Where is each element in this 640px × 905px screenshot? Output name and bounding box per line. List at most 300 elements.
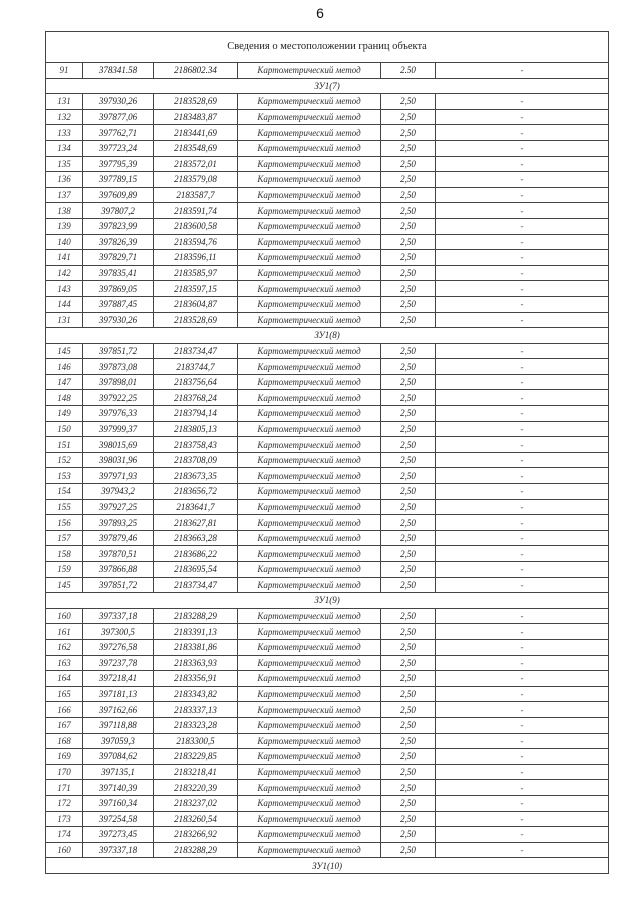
- coord-y-cell: 2183768,24: [154, 390, 238, 406]
- note-cell: -: [436, 468, 609, 484]
- coord-y-cell: 2183756,64: [154, 374, 238, 390]
- table-row: [46, 671, 609, 687]
- table-row: [46, 250, 609, 266]
- table-row: [46, 203, 609, 219]
- section-title: ЗУ1(8): [46, 328, 609, 344]
- accuracy-cell: 2,50: [381, 764, 436, 780]
- method-cell: Картометрический метод: [238, 639, 381, 655]
- method-cell: Картометрический метод: [238, 717, 381, 733]
- table-title: Сведения о местоположении границ объекта: [46, 32, 609, 63]
- accuracy-cell: 2,50: [381, 733, 436, 749]
- coord-y-cell: 2183528,69: [154, 94, 238, 110]
- coord-y-cell: 2183597,15: [154, 281, 238, 297]
- coord-x-cell: 397181,13: [83, 686, 154, 702]
- accuracy-cell: 2,50: [381, 515, 436, 531]
- table-row: [46, 780, 609, 796]
- accuracy-cell: 2,50: [381, 94, 436, 110]
- coord-y-cell: 2183441,69: [154, 125, 238, 141]
- table-row: [46, 265, 609, 281]
- coord-y-cell: 2183794,14: [154, 406, 238, 422]
- table-row: [46, 125, 609, 141]
- accuracy-cell: 2,50: [381, 717, 436, 733]
- table-row: [46, 234, 609, 250]
- point-number-cell: 151: [46, 437, 83, 453]
- method-cell: Картометрический метод: [238, 530, 381, 546]
- point-number-cell: 145: [46, 343, 83, 359]
- note-cell: -: [436, 546, 609, 562]
- note-cell: -: [436, 234, 609, 250]
- table-row: [46, 109, 609, 125]
- point-number-cell: 162: [46, 639, 83, 655]
- note-cell: -: [436, 125, 609, 141]
- coord-y-cell: 2183572,01: [154, 156, 238, 172]
- note-cell: -: [436, 795, 609, 811]
- accuracy-cell: 2,50: [381, 499, 436, 515]
- point-number-cell: 167: [46, 717, 83, 733]
- method-cell: Картометрический метод: [238, 343, 381, 359]
- point-number-cell: 91: [46, 63, 83, 79]
- method-cell: Картометрический метод: [238, 515, 381, 531]
- coord-y-cell: 2183686,22: [154, 546, 238, 562]
- table-row: [46, 187, 609, 203]
- table-row: [46, 172, 609, 188]
- section-header-row: [46, 858, 609, 874]
- coord-x-cell: 397866,88: [83, 562, 154, 578]
- point-number-cell: 138: [46, 203, 83, 219]
- accuracy-cell: 2,50: [381, 577, 436, 593]
- accuracy-cell: 2,50: [381, 842, 436, 858]
- method-cell: Картометрический метод: [238, 312, 381, 328]
- point-number-cell: 131: [46, 312, 83, 328]
- point-number-cell: 141: [46, 250, 83, 266]
- point-number-cell: 164: [46, 671, 83, 687]
- coord-y-cell: 2183744,7: [154, 359, 238, 375]
- coord-y-cell: 2183237,02: [154, 795, 238, 811]
- point-number-cell: 156: [46, 515, 83, 531]
- point-number-cell: 146: [46, 359, 83, 375]
- accuracy-cell: 2,50: [381, 218, 436, 234]
- coord-y-cell: 2183579,08: [154, 172, 238, 188]
- table-row: [46, 811, 609, 827]
- point-number-cell: 165: [46, 686, 83, 702]
- table-row: [46, 94, 609, 110]
- table-row: [46, 562, 609, 578]
- accuracy-cell: 2,50: [381, 686, 436, 702]
- coord-y-cell: 2183288,29: [154, 608, 238, 624]
- note-cell: -: [436, 827, 609, 843]
- note-cell: -: [436, 452, 609, 468]
- coord-y-cell: 2183229,85: [154, 749, 238, 765]
- note-cell: -: [436, 702, 609, 718]
- table-row: [46, 374, 609, 390]
- coord-y-cell: 2183663,28: [154, 530, 238, 546]
- table-row: [46, 406, 609, 422]
- point-number-cell: 154: [46, 484, 83, 500]
- point-number-cell: 131: [46, 94, 83, 110]
- note-cell: -: [436, 655, 609, 671]
- coord-x-cell: 397140,39: [83, 780, 154, 796]
- table-row: [46, 717, 609, 733]
- accuracy-cell: 2,50: [381, 109, 436, 125]
- method-cell: Картометрический метод: [238, 250, 381, 266]
- note-cell: -: [436, 156, 609, 172]
- table-row: [46, 749, 609, 765]
- coord-y-cell: 2183220,39: [154, 780, 238, 796]
- note-cell: -: [436, 109, 609, 125]
- table-row: [46, 390, 609, 406]
- note-cell: -: [436, 140, 609, 156]
- method-cell: Картометрический метод: [238, 63, 381, 79]
- note-cell: -: [436, 374, 609, 390]
- method-cell: Картометрический метод: [238, 281, 381, 297]
- note-cell: -: [436, 530, 609, 546]
- table-row: [46, 733, 609, 749]
- point-number-cell: 136: [46, 172, 83, 188]
- method-cell: Картометрический метод: [238, 608, 381, 624]
- point-number-cell: 157: [46, 530, 83, 546]
- method-cell: Картометрический метод: [238, 546, 381, 562]
- coord-y-cell: 2183673,35: [154, 468, 238, 484]
- accuracy-cell: 2,50: [381, 811, 436, 827]
- method-cell: Картометрический метод: [238, 577, 381, 593]
- note-cell: -: [436, 639, 609, 655]
- accuracy-cell: 2,50: [381, 312, 436, 328]
- point-number-cell: 147: [46, 374, 83, 390]
- table-body: [46, 32, 609, 874]
- section-title: ЗУ1(10): [46, 858, 609, 874]
- table-row: [46, 218, 609, 234]
- point-number-cell: 137: [46, 187, 83, 203]
- point-number-cell: 160: [46, 842, 83, 858]
- note-cell: -: [436, 764, 609, 780]
- coord-x-cell: 397160,34: [83, 795, 154, 811]
- note-cell: -: [436, 484, 609, 500]
- coord-y-cell: 2183363,93: [154, 655, 238, 671]
- coord-y-cell: 2183260,54: [154, 811, 238, 827]
- table-row: [46, 795, 609, 811]
- coord-x-cell: 397927,25: [83, 499, 154, 515]
- accuracy-cell: 2,50: [381, 795, 436, 811]
- table-row: [46, 764, 609, 780]
- coord-x-cell: 397869,05: [83, 281, 154, 297]
- accuracy-cell: 2,50: [381, 827, 436, 843]
- table-row: [46, 546, 609, 562]
- accuracy-cell: 2,50: [381, 203, 436, 219]
- note-cell: -: [436, 421, 609, 437]
- method-cell: Картометрический метод: [238, 780, 381, 796]
- point-number-cell: 158: [46, 546, 83, 562]
- note-cell: -: [436, 172, 609, 188]
- accuracy-cell: 2,50: [381, 374, 436, 390]
- section-title: ЗУ1(7): [46, 78, 609, 94]
- coord-y-cell: 2183708,09: [154, 452, 238, 468]
- coord-x-cell: 397930,26: [83, 312, 154, 328]
- table-row: [46, 484, 609, 500]
- note-cell: -: [436, 671, 609, 687]
- point-number-cell: 135: [46, 156, 83, 172]
- coord-x-cell: 397300,5: [83, 624, 154, 640]
- note-cell: -: [436, 811, 609, 827]
- accuracy-cell: 2,50: [381, 546, 436, 562]
- table-row: [46, 624, 609, 640]
- note-cell: -: [436, 203, 609, 219]
- method-cell: Картометрический метод: [238, 172, 381, 188]
- table-row: [46, 686, 609, 702]
- note-cell: -: [436, 265, 609, 281]
- point-number-cell: 134: [46, 140, 83, 156]
- coord-x-cell: 397218,41: [83, 671, 154, 687]
- coord-y-cell: 2183528,69: [154, 312, 238, 328]
- coord-y-cell: 2183337,13: [154, 702, 238, 718]
- coord-x-cell: 397135,1: [83, 764, 154, 780]
- table-row: [46, 296, 609, 312]
- table-row: [46, 312, 609, 328]
- point-number-cell: 171: [46, 780, 83, 796]
- boundary-coordinates-table: [45, 31, 609, 874]
- coord-x-cell: 397723,24: [83, 140, 154, 156]
- table-row: [46, 359, 609, 375]
- note-cell: -: [436, 749, 609, 765]
- coord-x-cell: 397943,2: [83, 484, 154, 500]
- coord-y-cell: 2183594,76: [154, 234, 238, 250]
- coord-y-cell: 2183591,74: [154, 203, 238, 219]
- note-cell: -: [436, 842, 609, 858]
- note-cell: -: [436, 780, 609, 796]
- accuracy-cell: 2,50: [381, 702, 436, 718]
- accuracy-cell: 2,50: [381, 172, 436, 188]
- method-cell: Картометрический метод: [238, 468, 381, 484]
- coord-y-cell: 2183805,13: [154, 421, 238, 437]
- table-row: [46, 281, 609, 297]
- section-header-row: [46, 593, 609, 609]
- coord-x-cell: 397877,06: [83, 109, 154, 125]
- table-row: [46, 468, 609, 484]
- table-row: [46, 499, 609, 515]
- note-cell: -: [436, 281, 609, 297]
- accuracy-cell: 2,50: [381, 421, 436, 437]
- point-number-cell: 140: [46, 234, 83, 250]
- coord-y-cell: 2183734,47: [154, 343, 238, 359]
- coord-y-cell: 2183343,82: [154, 686, 238, 702]
- coord-y-cell: 2183734,47: [154, 577, 238, 593]
- point-number-cell: 132: [46, 109, 83, 125]
- coord-y-cell: 2183356,91: [154, 671, 238, 687]
- note-cell: -: [436, 63, 609, 79]
- accuracy-cell: 2,50: [381, 530, 436, 546]
- method-cell: Картометрический метод: [238, 671, 381, 687]
- method-cell: Картометрический метод: [238, 562, 381, 578]
- coord-y-cell: 2183641,7: [154, 499, 238, 515]
- coord-x-cell: 397922,25: [83, 390, 154, 406]
- coord-y-cell: 2183596,11: [154, 250, 238, 266]
- coord-x-cell: 397887,45: [83, 296, 154, 312]
- section-header-row: [46, 78, 609, 94]
- coord-x-cell: 397162,66: [83, 702, 154, 718]
- table-row: [46, 140, 609, 156]
- point-number-cell: 159: [46, 562, 83, 578]
- table-row: [46, 437, 609, 453]
- method-cell: Картометрический метод: [238, 842, 381, 858]
- accuracy-cell: 2,50: [381, 359, 436, 375]
- coord-x-cell: 397879,46: [83, 530, 154, 546]
- accuracy-cell: 2,50: [381, 671, 436, 687]
- coord-x-cell: 397835,41: [83, 265, 154, 281]
- coord-y-cell: 2183266,92: [154, 827, 238, 843]
- note-cell: -: [436, 390, 609, 406]
- note-cell: -: [436, 686, 609, 702]
- point-number-cell: 149: [46, 406, 83, 422]
- accuracy-cell: 2,50: [381, 562, 436, 578]
- table-row: [46, 515, 609, 531]
- note-cell: -: [436, 608, 609, 624]
- method-cell: Картометрический метод: [238, 156, 381, 172]
- table-row: [46, 577, 609, 593]
- coord-y-cell: 2183600,58: [154, 218, 238, 234]
- table-row: [46, 827, 609, 843]
- coord-y-cell: 2183323,28: [154, 717, 238, 733]
- note-cell: -: [436, 499, 609, 515]
- accuracy-cell: 2,50: [381, 343, 436, 359]
- coord-x-cell: 397898,01: [83, 374, 154, 390]
- accuracy-cell: 2,50: [381, 187, 436, 203]
- note-cell: -: [436, 343, 609, 359]
- accuracy-cell: 2,50: [381, 468, 436, 484]
- coord-x-cell: 397976,33: [83, 406, 154, 422]
- coord-y-cell: 2183587,7: [154, 187, 238, 203]
- method-cell: Картометрический метод: [238, 827, 381, 843]
- table-row: [46, 156, 609, 172]
- note-cell: -: [436, 577, 609, 593]
- coord-x-cell: 378341.58: [83, 63, 154, 79]
- coord-x-cell: 397893,25: [83, 515, 154, 531]
- note-cell: -: [436, 218, 609, 234]
- method-cell: Картометрический метод: [238, 421, 381, 437]
- table-row: [46, 608, 609, 624]
- accuracy-cell: 2,50: [381, 639, 436, 655]
- accuracy-cell: 2,50: [381, 484, 436, 500]
- coord-x-cell: 397059,3: [83, 733, 154, 749]
- point-number-cell: 152: [46, 452, 83, 468]
- method-cell: Картометрический метод: [238, 452, 381, 468]
- point-number-cell: 161: [46, 624, 83, 640]
- table-row: [46, 639, 609, 655]
- method-cell: Картометрический метод: [238, 203, 381, 219]
- note-cell: -: [436, 187, 609, 203]
- table-row: [46, 655, 609, 671]
- coord-y-cell: 2183288,29: [154, 842, 238, 858]
- coord-x-cell: 397823,99: [83, 218, 154, 234]
- method-cell: Картометрический метод: [238, 140, 381, 156]
- point-number-cell: 155: [46, 499, 83, 515]
- coord-y-cell: 2183391,13: [154, 624, 238, 640]
- point-number-cell: 153: [46, 468, 83, 484]
- method-cell: Картометрический метод: [238, 811, 381, 827]
- method-cell: Картометрический метод: [238, 655, 381, 671]
- coord-y-cell: 2183585,97: [154, 265, 238, 281]
- accuracy-cell: 2,50: [381, 140, 436, 156]
- coord-x-cell: 397930,26: [83, 94, 154, 110]
- method-cell: Картометрический метод: [238, 296, 381, 312]
- point-number-cell: 173: [46, 811, 83, 827]
- coord-x-cell: 397337,18: [83, 842, 154, 858]
- coord-x-cell: 397795,39: [83, 156, 154, 172]
- coord-x-cell: 397873,08: [83, 359, 154, 375]
- coord-y-cell: 2183548,69: [154, 140, 238, 156]
- coord-x-cell: 397870,51: [83, 546, 154, 562]
- coord-x-cell: 397762,71: [83, 125, 154, 141]
- method-cell: Картометрический метод: [238, 437, 381, 453]
- note-cell: -: [436, 562, 609, 578]
- accuracy-cell: 2,50: [381, 437, 436, 453]
- point-number-cell: 133: [46, 125, 83, 141]
- coord-y-cell: 2186802.34: [154, 63, 238, 79]
- note-cell: -: [436, 733, 609, 749]
- point-number-cell: 139: [46, 218, 83, 234]
- accuracy-cell: 2,50: [381, 281, 436, 297]
- page-number: 6: [316, 5, 324, 21]
- coord-y-cell: 2183381,86: [154, 639, 238, 655]
- method-cell: Картометрический метод: [238, 374, 381, 390]
- point-number-cell: 148: [46, 390, 83, 406]
- note-cell: -: [436, 717, 609, 733]
- method-cell: Картометрический метод: [238, 234, 381, 250]
- method-cell: Картометрический метод: [238, 749, 381, 765]
- method-cell: Картометрический метод: [238, 484, 381, 500]
- point-number-cell: 144: [46, 296, 83, 312]
- section-header-row: [46, 328, 609, 344]
- table-row: [46, 343, 609, 359]
- point-number-cell: 163: [46, 655, 83, 671]
- table-row: [46, 530, 609, 546]
- note-cell: -: [436, 312, 609, 328]
- accuracy-cell: 2,50: [381, 655, 436, 671]
- section-title: ЗУ1(9): [46, 593, 609, 609]
- point-number-cell: 145: [46, 577, 83, 593]
- method-cell: Картометрический метод: [238, 265, 381, 281]
- accuracy-cell: 2,50: [381, 296, 436, 312]
- method-cell: Картометрический метод: [238, 218, 381, 234]
- coord-y-cell: 2183695,54: [154, 562, 238, 578]
- point-number-cell: 143: [46, 281, 83, 297]
- point-number-cell: 150: [46, 421, 83, 437]
- method-cell: Картометрический метод: [238, 499, 381, 515]
- method-cell: Картометрический метод: [238, 359, 381, 375]
- method-cell: Картометрический метод: [238, 764, 381, 780]
- point-number-cell: 170: [46, 764, 83, 780]
- coord-y-cell: 2183604,87: [154, 296, 238, 312]
- table-row: [46, 452, 609, 468]
- coord-y-cell: 2183627,81: [154, 515, 238, 531]
- coord-x-cell: 397337,18: [83, 608, 154, 624]
- accuracy-cell: 2,50: [381, 234, 436, 250]
- coord-x-cell: 397971,93: [83, 468, 154, 484]
- note-cell: -: [436, 359, 609, 375]
- table-row: [46, 63, 609, 79]
- point-number-cell: 168: [46, 733, 83, 749]
- coord-x-cell: 398031,96: [83, 452, 154, 468]
- accuracy-cell: 2,50: [381, 780, 436, 796]
- point-number-cell: 142: [46, 265, 83, 281]
- method-cell: Картометрический метод: [238, 733, 381, 749]
- accuracy-cell: 2,50: [381, 250, 436, 266]
- coord-x-cell: 397273,45: [83, 827, 154, 843]
- accuracy-cell: 2,50: [381, 406, 436, 422]
- coord-x-cell: 397276,58: [83, 639, 154, 655]
- method-cell: Картометрический метод: [238, 94, 381, 110]
- table-row: [46, 702, 609, 718]
- method-cell: Картометрический метод: [238, 795, 381, 811]
- point-number-cell: 169: [46, 749, 83, 765]
